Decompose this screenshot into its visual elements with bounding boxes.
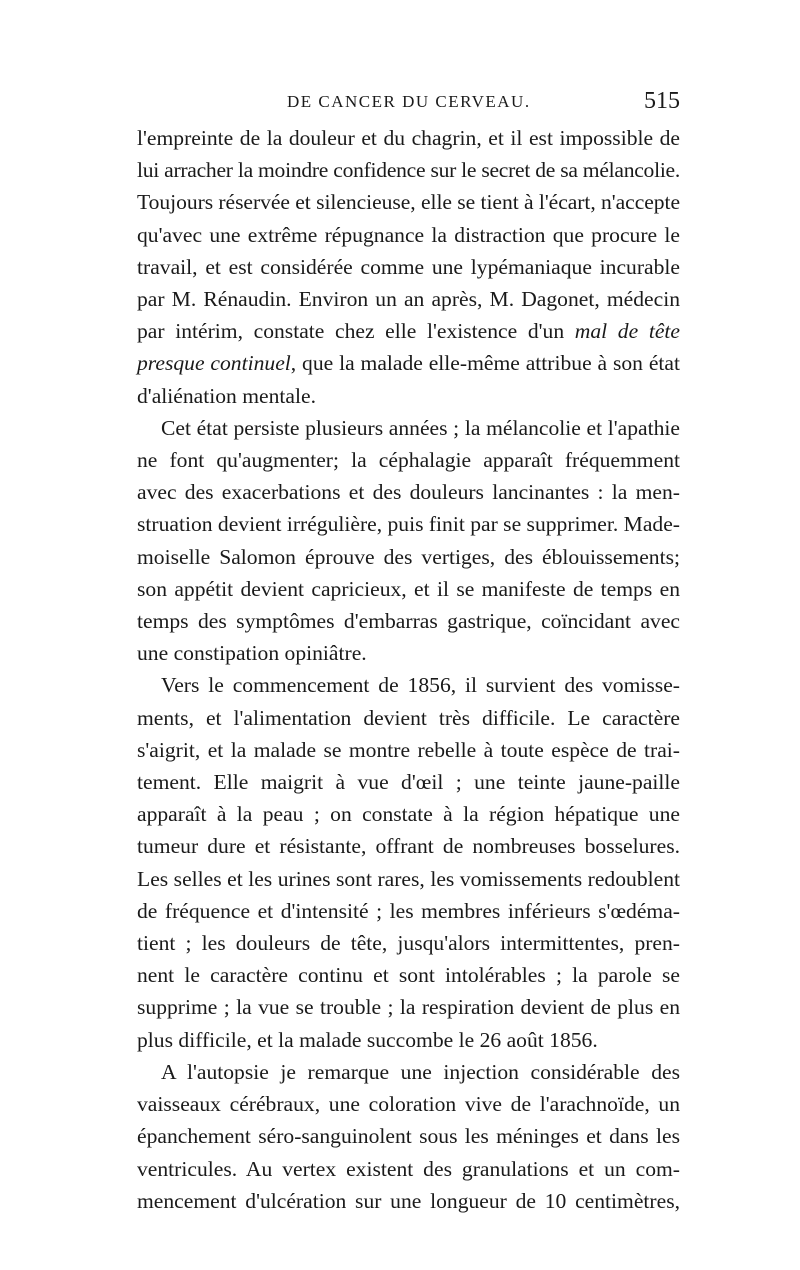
text-line: nent le caractère continu et sont intolérables ; la parole se	[137, 963, 680, 988]
text-line: moiselle Salomon éprouve des vertiges, des éblouissements;	[137, 544, 680, 569]
text-line: plus difficile, et la malade succombe le 26 août 1856.	[137, 1027, 598, 1052]
text-line: par M. Rénaudin. Environ un an après, M. Dagonet, médecin	[137, 287, 680, 312]
page-number: 515	[644, 88, 680, 114]
text-line: travail, et est considérée comme une lypémaniaque incurable	[137, 254, 680, 279]
text-line: A l'autopsie je remarque une injection considérable des	[161, 1059, 680, 1084]
paragraph-3	[137, 669, 680, 1055]
text-line: tement. Elle maigrit à vue d'œil ; une teinte jaune-paille	[137, 770, 680, 795]
italic-fragment: presque continuel	[137, 351, 291, 376]
text-line: son appétit devient capricieux, et il se manifeste de temps en	[137, 576, 680, 601]
text-line: tient ; les douleurs de tête, jusqu'alors intermittentes, pren-	[137, 931, 680, 956]
text-line: Toujours réservée et silencieuse, elle se tient à l'écart, n'accepte	[137, 190, 680, 215]
text-line: avec des exacerbations et des douleurs lancinantes : la men-	[137, 480, 680, 505]
text-line: qu'avec une extrême répugnance la distraction que procure le	[137, 222, 680, 247]
text-line: vaisseaux cérébraux, une coloration vive de l'arachnoïde, un	[137, 1092, 680, 1117]
text-line: ments, et l'alimentation devient très difficile. Le caractère	[137, 705, 680, 730]
body-text	[137, 122, 680, 1217]
text-line: de fréquence et d'intensité ; les membres inférieurs s'œdéma-	[137, 898, 680, 923]
running-title: DE CANCER DU CERVEAU.	[287, 92, 531, 111]
text-line: s'aigrit, et la malade se montre rebelle à toute espèce de trai-	[137, 737, 680, 762]
running-head	[137, 88, 680, 122]
paragraph-4	[137, 1056, 680, 1217]
text-line: Les selles et les urines sont rares, les vomissements redoublent	[137, 866, 680, 891]
paragraph-1	[137, 122, 680, 412]
text-fragment: , que la malade elle-même attribue à son état	[290, 351, 680, 376]
text-line: tumeur dure et résistante, offrant de nombreuses bosselures.	[137, 834, 680, 859]
text-line: supprime ; la vue se trouble ; la respiration devient de plus en	[137, 995, 680, 1020]
text-line: temps des symptômes d'embarras gastrique, coïncidant avec	[137, 609, 680, 634]
text-line: Cet état persiste plusieurs années ; la mélancolie et l'apathie	[161, 415, 680, 440]
text-line: mencement d'ulcération sur une longueur de 10 centimètres,	[137, 1188, 680, 1213]
italic-fragment: mal de tête	[574, 319, 680, 344]
text-line: Vers le commencement de 1856, il survient des vomisse-	[161, 673, 680, 698]
text-line: d'aliénation mentale.	[137, 383, 316, 408]
text-line: apparaît à la peau ; on constate à la région hépatique une	[137, 802, 680, 827]
text-line-composite	[137, 315, 680, 347]
text-line-composite	[137, 347, 680, 379]
text-line: ventricules. Au vertex existent des granulations et un com-	[137, 1156, 680, 1181]
text-line: épanchement séro-sanguinolent sous les méninges et dans les	[137, 1124, 680, 1149]
text-line: ne font qu'augmenter; la céphalagie apparaît fréquemment	[137, 448, 680, 473]
text-line: l'empreinte de la douleur et du chagrin, et il est impossible de	[137, 126, 680, 150]
text-fragment: par intérim, constate chez elle l'existence d'un	[137, 319, 565, 344]
text-line: une constipation opiniâtre.	[137, 641, 367, 666]
paragraph-2	[137, 412, 680, 670]
text-line: lui arracher la moindre confidence sur le secret de sa mélancolie.	[137, 158, 680, 183]
text-line: struation devient irrégulière, puis finit par se supprimer. Made-	[137, 512, 680, 537]
